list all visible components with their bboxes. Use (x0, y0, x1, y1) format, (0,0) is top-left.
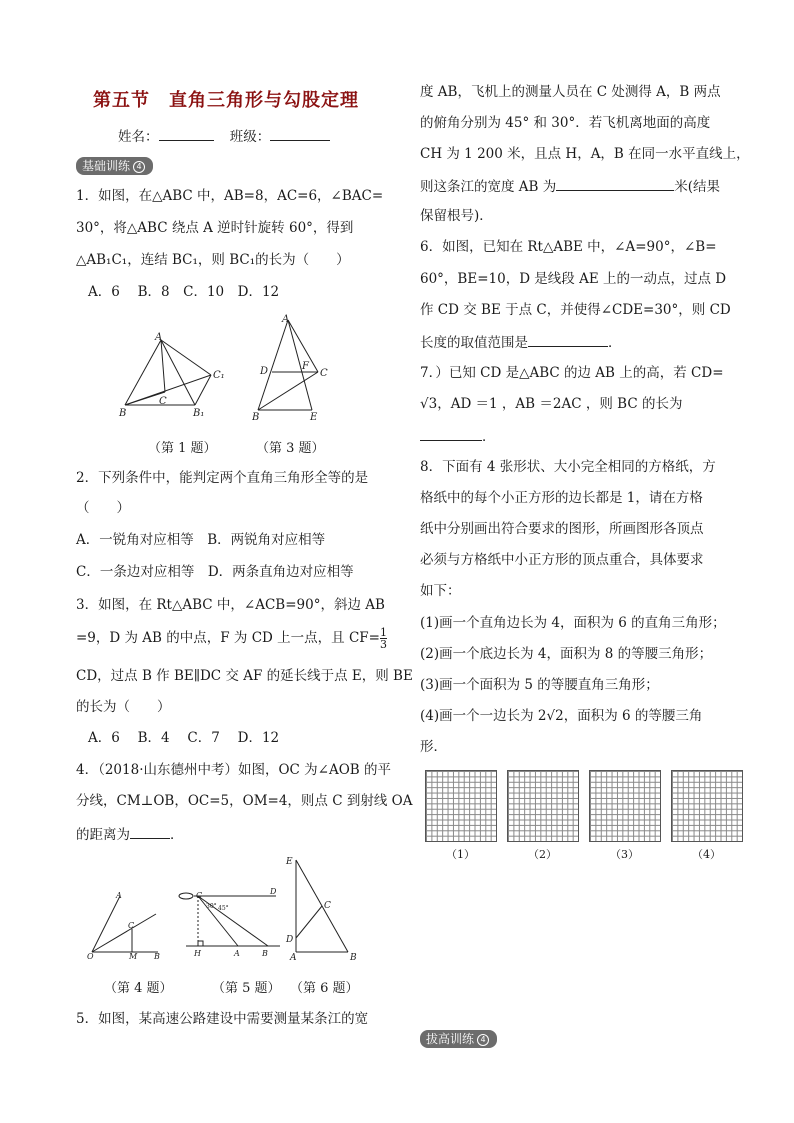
q7-line3 (420, 426, 496, 446)
grid-label-1: （1） (446, 848, 475, 861)
fig5-plane-icon (179, 893, 193, 899)
caption-fig5: （第 5 题） (212, 981, 281, 996)
q5-line1: 5．如图，某高速公路建设中需要测量某条江的宽 (76, 1011, 369, 1027)
q8-req1: (1)画一个直角边长为 4，面积为 6 的直角三角形； (420, 615, 726, 631)
q2-line1: 2．下列条件中，能判定两个直角三角形全等的是 (76, 470, 369, 486)
q7-line2: √3，AD ＝1 ，AB ＝2AC ，则 BC 的长为 (420, 396, 683, 412)
q6-line1: 6．如图，已知在 Rt△ABE 中，∠A=90°，∠B= (420, 239, 717, 255)
q8-req4-tail: 形． (420, 739, 447, 755)
fig1-AC (161, 340, 165, 392)
q3-fraction-num: 1 (379, 626, 387, 639)
q3-fraction-den: 3 (379, 638, 387, 651)
fig3-label-C: C (320, 368, 328, 379)
fig1-AC1 (161, 340, 211, 375)
q6-line3: 作 CD 交 BE 于点 C，并使得∠CDE=30°，则 CD (420, 302, 731, 318)
fig3-label-F: F (302, 361, 309, 372)
q5-line4: CH 为 1 200 米，且点 H，A，B 在同一水平直线上， (420, 146, 750, 162)
fig1-label-B: B (119, 408, 127, 419)
q3-line1: 3．如图，在 Rt△ABC 中，∠ACB=90°，斜边 AB (76, 597, 385, 613)
fig3-label-D: D (260, 366, 269, 377)
fig6-label-C: C (324, 901, 331, 911)
section-badge-basic (76, 157, 153, 175)
fig4-label-C: C (128, 921, 135, 930)
q5-line5-text: 则这条江的宽度 AB 为 (420, 179, 557, 195)
q1-line3: △AB₁C₁，连结 BC₁，则 BC₁的长为（ ） (76, 252, 350, 268)
q5-line6: 保留根号)． (420, 208, 493, 224)
section-badge-advanced (420, 1030, 497, 1048)
q7-line3-tail: ． (482, 429, 496, 445)
q8-req4: (4)画一个一边长为 2√2，面积为 6 的等腰三角 (420, 708, 703, 724)
q6-line4 (420, 332, 622, 352)
fig4-label-M: M (129, 952, 138, 960)
q6-line4-text: 长度的取值范围是 (420, 335, 528, 351)
q8-line2: 格纸中的每个小正方形的边长都是 1，请在方格 (420, 490, 703, 506)
grid-paper-3[interactable] (589, 770, 661, 842)
q2-option-ab: A．一锐角对应相等 B．两锐角对应相等 (76, 532, 326, 548)
caption-fig3: （第 3 题） (256, 441, 325, 456)
fig3-label-B: B (252, 412, 260, 422)
fig3-BC (258, 372, 318, 410)
fig4-label-A: A (116, 891, 122, 900)
caption-fig1: （第 1 题） (148, 441, 217, 456)
fig5-right-angle (198, 941, 203, 946)
fig3-label-A: A (282, 314, 290, 325)
fig6-label-D: D (286, 935, 294, 945)
figure-3 (252, 314, 332, 422)
figure-5 (176, 884, 284, 960)
class-label: 班级： (229, 129, 271, 145)
fig5-label-A: A (234, 949, 240, 958)
q6-line4-tail: ． (608, 335, 622, 351)
q1-line1: 1．如图，在△ABC 中，AB=8，AC=6，∠BAC= (76, 188, 384, 204)
fig5-label-C: C (196, 891, 203, 900)
q3-line2 (76, 627, 387, 650)
fig3-AB (258, 320, 288, 410)
q5-line5-tail: 米(结果 (674, 179, 721, 195)
q8-req2: (2)画一个底边长为 4，面积为 8 的等腰三角形； (420, 646, 713, 662)
q2-line2: （ ） (76, 500, 130, 516)
q6-line2: 60°，BE=10，D 是线段 AE 上的一动点，过点 D (420, 271, 727, 287)
fig6-DC (296, 906, 322, 938)
fig1-label-C: C (159, 396, 167, 407)
q2-option-cd: C．一条边对应相等 D．两条直角边对应相等 (76, 564, 354, 580)
q4-answer-blank[interactable] (130, 824, 170, 839)
grid-label-2: （2） (528, 848, 557, 861)
q8-req3: (3)画一个面积为 5 的等腰直角三角形； (420, 677, 659, 693)
q1-options: A．6 B．8 C．10 D．12 (88, 284, 280, 300)
caption-fig6: （第 6 题） (290, 981, 359, 996)
fig4-label-O: O (87, 952, 94, 960)
q8-line1: 8．下面有 4 张形状、大小完全相同的方格纸，方 (420, 459, 716, 475)
figure-6 (282, 852, 360, 962)
q7-answer-blank[interactable] (420, 426, 482, 441)
q8-line4: 必须与方格纸中小正方形的顶点重合，具体要求 (420, 552, 704, 568)
name-blank[interactable] (159, 126, 214, 141)
q1-line2: 30°，将△ABC 绕点 A 逆时针旋转 60°，得到 (76, 220, 354, 236)
fig1-label-A: A (155, 332, 163, 343)
class-blank[interactable] (270, 126, 330, 141)
fig3-label-E: E (310, 412, 318, 422)
section-advanced-label: 拔高训练 (426, 1032, 475, 1046)
q3-line3: CD，过点 B 作 BE∥DC 交 AF 的延长线于点 E，则 BE (76, 668, 413, 684)
figure-4 (86, 888, 162, 960)
name-label: 姓名： (118, 129, 159, 145)
q6-answer-blank[interactable] (528, 332, 608, 347)
fig5-label-30: 30° (206, 903, 217, 910)
fig6-label-E: E (286, 857, 293, 867)
circle-badge-icon: 4 (477, 1034, 489, 1046)
fig5-label-D: D (270, 887, 277, 896)
fig6-label-B: B (350, 953, 357, 962)
fig1-label-C1: C₁ (213, 370, 225, 381)
fig1-label-B1: B₁ (193, 408, 205, 419)
grid-paper-4[interactable] (671, 770, 743, 842)
q5-line5 (420, 176, 720, 196)
section-basic-label: 基础训练 (82, 159, 131, 173)
fig5-label-B: B (262, 949, 268, 958)
figure-1 (115, 330, 235, 422)
fig5-CA (198, 896, 238, 946)
grid-label-4: （4） (692, 848, 721, 861)
caption-fig4: （第 4 题） (104, 981, 173, 996)
q4-line3-text: 的距离为 (76, 827, 130, 843)
page-title: 第五节 直角三角形与勾股定理 (93, 90, 359, 111)
grid-paper-1[interactable] (425, 770, 497, 842)
q3-line2-text: =9，D 为 AB 的中点，F 为 CD 上一点，且 CF= (76, 630, 380, 646)
q3-options: A．6 B．4 C．7 D．12 (88, 730, 280, 746)
grid-label-3: （3） (610, 848, 639, 861)
q5-line3: 的俯角分别为 45° 和 30°．若飞机离地面的高度 (420, 115, 711, 131)
q3-line4: 的长为（ ） (76, 699, 171, 715)
q8-line5: 如下： (420, 583, 461, 599)
q5-line2: 度 AB，飞机上的测量人员在 C 处测得 A，B 两点 (420, 84, 721, 100)
fig5-label-H: H (194, 949, 201, 958)
fig6-label-A: A (290, 953, 297, 962)
q4-line2: 分线，CM⊥OB，OC=5，OM=4，则点 C 到射线 OA (76, 793, 413, 809)
name-class-row (118, 126, 330, 146)
q3-fraction (380, 627, 387, 650)
fig5-label-45: 45° (218, 905, 229, 912)
fig1-BC1 (125, 375, 211, 405)
grid-paper-2[interactable] (507, 770, 579, 842)
q8-line3: 纸中分别画出符合要求的图形，所画图形各顶点 (420, 521, 704, 537)
q5-answer-blank[interactable] (556, 176, 674, 191)
q7-line1: 7．）已知 CD 是△ABC 的边 AB 上的高，若 CD= (420, 365, 724, 381)
q4-line3: 的距离为 ． (76, 824, 184, 844)
circle-badge-icon: 4 (133, 161, 145, 173)
fig4-label-B: B (154, 952, 160, 960)
q4-line1: 4．（2018·山东德州中考）如图，OC 为∠AOB 的平 (76, 762, 392, 778)
